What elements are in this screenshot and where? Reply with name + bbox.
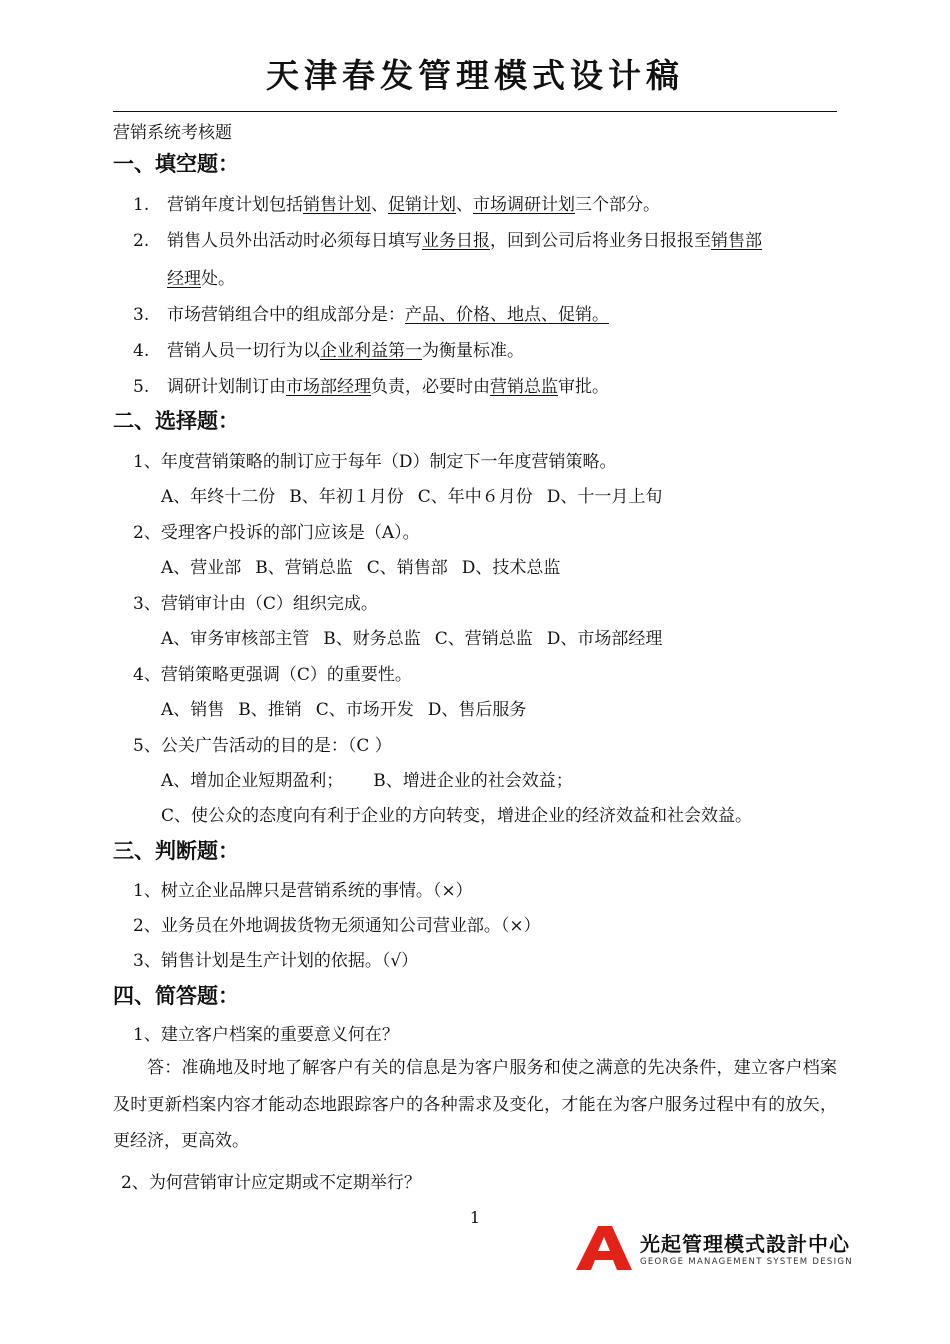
option: B、年初１月份 [289, 487, 404, 507]
question-text: 处。 [201, 269, 235, 289]
option: D、技术总监 [461, 558, 561, 578]
choice-options [161, 695, 526, 720]
choice-option-c: C、使公众的态度向有利于企业的方向转变，增进企业的经济效益和社会效益。 [161, 806, 753, 826]
option: A、营业部 [161, 558, 242, 578]
fill-item [133, 336, 524, 361]
question-text: 、 [371, 195, 388, 215]
item-number: 1. [133, 195, 150, 215]
question-text: 营销年度计划包括 [167, 195, 303, 215]
option: A、年终十二份 [161, 487, 276, 507]
answer-blank: 销售部 [711, 231, 762, 251]
choice-options [161, 766, 573, 791]
short-answer-question: 1、建立客户档案的重要意义何在？ [133, 1025, 399, 1045]
choice-question: 5、公关广告活动的目的是：（C ） [133, 736, 392, 756]
option: C、销售部 [366, 558, 448, 578]
section-heading-judgement: 三、判断题： [113, 839, 239, 863]
section-heading-short-answer: 四、简答题： [113, 984, 239, 1008]
question-text: 市场营销组合中的组成部分是： [167, 305, 405, 325]
section-heading-choice: 二、选择题： [113, 409, 239, 433]
short-answer-question: 2、为何营销审计应定期或不定期举行？ [121, 1173, 421, 1193]
option: C、年中６月份 [417, 487, 533, 507]
item-number: 4. [133, 341, 150, 361]
option: D、售后服务 [427, 700, 527, 720]
question-text: 负责，必要时由 [371, 377, 490, 397]
section-heading-fill-blanks: 一、填空题： [113, 152, 239, 176]
item-number: 5. [133, 377, 150, 397]
page-number: 1 [469, 1208, 481, 1227]
answer-blank: 产品、价格、地点、促销。 [405, 305, 609, 325]
option: D、市场部经理 [546, 629, 663, 649]
logo-english-name: GEORGE MANAGEMENT SYSTEM DESIGN [640, 1257, 853, 1267]
option: B、推销 [238, 700, 302, 720]
choice-options [161, 482, 662, 507]
question-text: 审批。 [558, 377, 609, 397]
choice-question: 1、年度营销策略的制订应于每年（D）制定下一年度营销策略。 [133, 452, 617, 472]
title-divider [113, 111, 837, 112]
option: A、销售 [161, 700, 225, 720]
option: C、市场开发 [315, 700, 414, 720]
fill-item [133, 226, 762, 251]
subtitle: 营销系统考核题 [113, 123, 232, 143]
judgement-item: 1、树立企业品牌只是营销系统的事情。（×） [133, 881, 473, 901]
logo-chinese-name: 光起管理模式設計中心 [640, 1232, 850, 1256]
judgement-item: 3、销售计划是生产计划的依据。（√） [133, 951, 419, 971]
answer-blank: 企业利益第一 [320, 341, 422, 361]
item-number: 3. [133, 305, 150, 325]
footer-logo [576, 1226, 853, 1272]
answer-blank: 销售计划 [303, 195, 371, 215]
answer-blank: 营销总监 [490, 377, 558, 397]
answer-blank: 市场部经理 [286, 377, 371, 397]
option: A、增加企业短期盈利； [161, 771, 344, 791]
answer-blank: 业务日报 [422, 231, 490, 251]
fill-item [133, 190, 660, 215]
choice-question: 2、受理客户投诉的部门应该是（A）。 [133, 523, 420, 543]
question-text: 、 [456, 195, 473, 215]
choice-options [161, 624, 662, 649]
question-text: 营销人员一切行为以 [167, 341, 320, 361]
question-text: 为衡量标准。 [422, 341, 524, 361]
option: B、营销总监 [255, 558, 353, 578]
question-text: 调研计划制订由 [167, 377, 286, 397]
question-text: ，回到公司后将业务日报报至 [490, 231, 711, 251]
choice-question: 3、营销审计由（C）组织完成。 [133, 594, 378, 614]
answer-blank: 促销计划 [388, 195, 456, 215]
choice-options [161, 553, 560, 578]
option: A、审务审核部主管 [161, 629, 310, 649]
option: D、十一月上旬 [546, 487, 663, 507]
option: B、增进企业的社会效益； [373, 771, 573, 791]
answer-blank: 市场调研计划 [473, 195, 575, 215]
page-title: 天津春发管理模式设计稿 [266, 56, 684, 95]
answer-blank: 经理 [167, 269, 201, 289]
short-answer-text: 答：准确地及时地了解客户有关的信息是为客户服务和使之满意的先决条件，建立客户档案及时更新档案内容才能动态地跟踪客户的各种需求及变化，才能在为客户服务过程中有的放矢，更经济，更高效。 [113, 1058, 837, 1151]
fill-item-continuation [167, 264, 235, 289]
fill-item [133, 372, 609, 397]
choice-question: 4、营销策略更强调（C）的重要性。 [133, 665, 412, 685]
option: C、营销总监 [434, 629, 533, 649]
question-text: 销售人员外出活动时必须每日填写 [167, 231, 422, 251]
judgement-item: 2、业务员在外地调拔货物无须通知公司营业部。（×） [133, 916, 541, 936]
option: B、财务总监 [323, 629, 421, 649]
logo-a-icon [576, 1226, 632, 1270]
item-number: 2. [133, 231, 150, 251]
fill-item [133, 300, 609, 325]
question-text: 三个部分。 [575, 195, 660, 215]
